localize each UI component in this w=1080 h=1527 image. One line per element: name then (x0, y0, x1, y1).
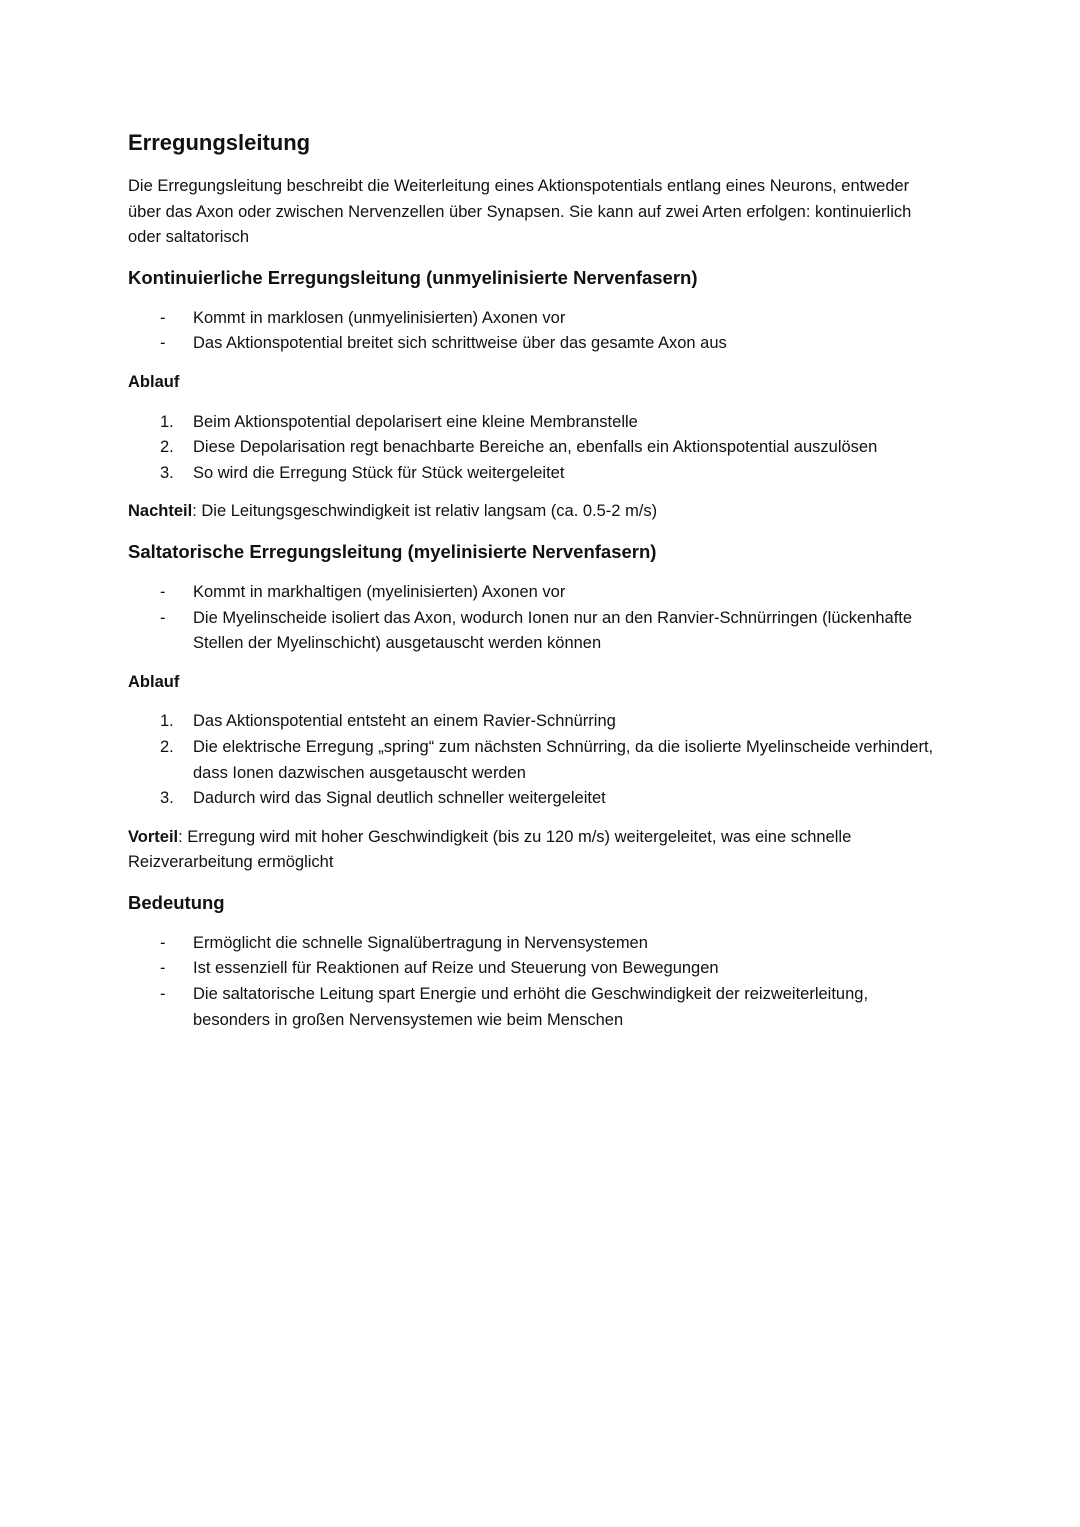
bullet-list-kontinuierlich (128, 306, 938, 357)
list-item: - Kommt in markhaltigen (myelinisierten) Axonen vor (160, 582, 566, 601)
document-title: Erregungsleitung (128, 130, 311, 155)
list-item: 2. Die elektrische Erregung „spring“ zum nächsten Schnürring, da die isolierte Myelinscheide verhindert, dass Ionen dazwischen ausgetauscht werden (160, 737, 934, 782)
section-heading-bedeutung: Bedeutung (128, 891, 225, 913)
vorteil-paragraph: Vorteil: Erregung wird mit hoher Geschwindigkeit (bis zu 120 m/s) weitergeleitet, was eine schnelle Reizverarbeitung ermöglicht (128, 827, 852, 872)
ablauf-label-saltatorisch: Ablauf (128, 672, 180, 691)
list-item: 3. Dadurch wird das Signal deutlich schneller weitergeleitet (160, 789, 606, 808)
steps-list-saltatorisch (128, 709, 938, 811)
bullet-list-bedeutung (128, 931, 938, 1033)
section-heading-saltatorisch: Saltatorische Erregungsleitung (myelinisierte Nervenfasern) (128, 540, 657, 562)
list-item: - Das Aktionspotential breitet sich schrittweise über das gesamte Axon aus (160, 334, 727, 353)
bullet-list-saltatorisch (128, 580, 938, 657)
list-item: - Kommt in marklosen (unmyelinisierten) Axonen vor (160, 308, 566, 327)
list-item: 3. So wird die Erregung Stück für Stück weitergeleitet (160, 463, 565, 482)
list-item: 2. Diese Depolarisation regt benachbarte Bereiche an, ebenfalls ein Aktionspotential auszulösen (160, 438, 878, 457)
list-item: 1. Das Aktionspotential entsteht an einem Ravier-Schnürring (160, 712, 616, 731)
document-page (128, 126, 938, 1046)
list-item: - Die saltatorische Leitung spart Energie und erhöht die Geschwindigkeit der reizweiterleitung, besonders in großen Nervensystemen wie beim Menschen (160, 985, 869, 1029)
steps-list-kontinuierlich (128, 410, 938, 487)
nachteil-paragraph: Nachteil: Die Leitungsgeschwindigkeit ist relativ langsam (ca. 0.5-2 m/s) (128, 502, 658, 521)
list-item: - Die Myelinscheide isoliert das Axon, wodurch Ionen nur an den Ranvier-Schnürringen (lückenhafte Stellen der Myelinschicht) ausgetauscht werden können (160, 608, 913, 653)
list-item: 1. Beim Aktionspotential depolarisert eine kleine Membranstelle (160, 412, 638, 431)
ablauf-label-kontinuierlich: Ablauf (128, 372, 180, 391)
list-item: - Ermöglicht die schnelle Signalübertragung in Nervensystemen (160, 933, 648, 952)
list-item: - Ist essenziell für Reaktionen auf Reize und Steuerung von Bewegungen (160, 959, 719, 978)
intro-paragraph: Die Erregungsleitung beschreibt die Weiterleitung eines Aktionspotentials entlang eines Neurons, entweder über das Axon oder zwischen Nervenzellen über Synapsen. Sie kann auf zwei Arten erfolgen: kontinuierlich oder saltatorisch (128, 177, 912, 247)
section-heading-kontinuierlich: Kontinuierliche Erregungsleitung (unmyelinisierte Nervenfasern) (128, 266, 698, 288)
